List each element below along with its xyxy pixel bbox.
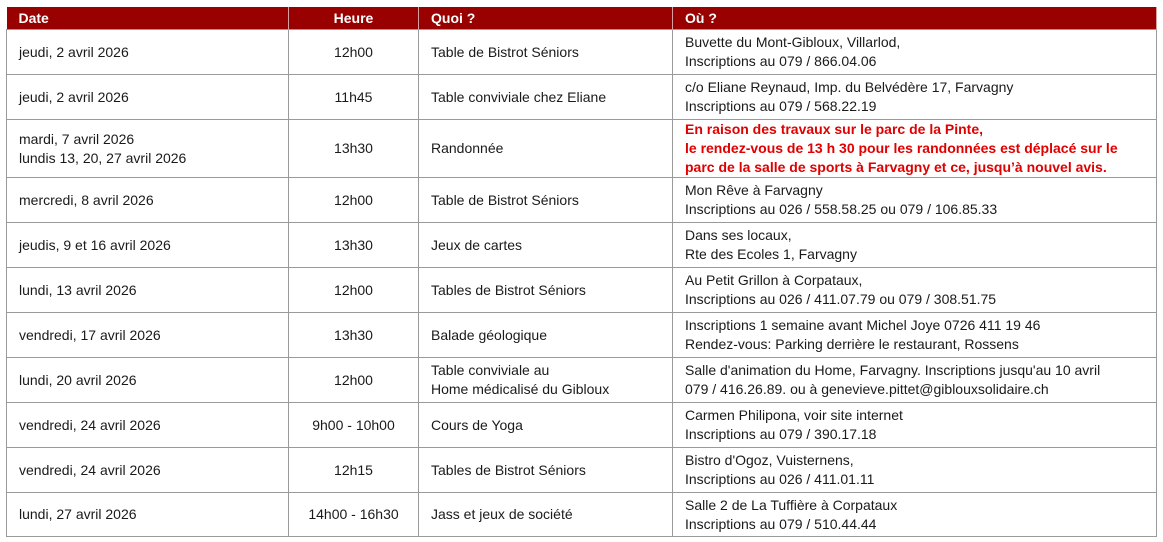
cell-ou xyxy=(673,403,1157,448)
cell-quoi-line: Balade géologique xyxy=(431,326,547,343)
table-row xyxy=(7,223,1157,268)
cell-quoi xyxy=(419,403,673,448)
table-row xyxy=(7,178,1157,223)
cell-ou-line: Salle d'animation du Home, Farvagny. Inscriptions jusqu'au 10 avril xyxy=(685,362,1101,378)
cell-heure xyxy=(289,313,419,358)
cell-ou-line: Bistro d'Ogoz, Vuisternens, xyxy=(685,452,854,468)
cell-quoi-line: Table de Bistrot Séniors xyxy=(431,43,579,60)
cell-heure xyxy=(289,358,419,403)
cell-ou-line: c/o Eliane Reynaud, Imp. du Belvédère 17, Farvagny xyxy=(685,79,1014,95)
table-row xyxy=(7,403,1157,448)
cell-quoi-line: Table conviviale chez Eliane xyxy=(431,88,607,105)
cell-ou-line: Inscriptions au 026 / 411.07.79 ou 079 / 308.51.75 xyxy=(685,291,997,307)
cell-date xyxy=(7,448,289,493)
cell-heure xyxy=(289,448,419,493)
top-edge xyxy=(0,0,1163,7)
cell-ou xyxy=(673,30,1157,75)
cell-quoi xyxy=(419,120,673,178)
cell-ou-line: parc de la salle de sports à Farvagny et ce, jusqu’à nouvel avis. xyxy=(685,159,1107,175)
cell-heure xyxy=(289,120,419,178)
cell-heure xyxy=(289,403,419,448)
cell-quoi xyxy=(419,223,673,268)
cell-date-line: lundi, 27 avril 2026 xyxy=(19,506,137,522)
cell-date xyxy=(7,223,289,268)
cell-ou xyxy=(673,120,1157,178)
header-quoi: Quoi ? xyxy=(419,7,673,30)
cell-quoi-line: Randonnée xyxy=(431,140,504,156)
cell-ou xyxy=(673,313,1157,358)
cell-quoi-line: Tables de Bistrot Séniors xyxy=(431,281,586,298)
cell-heure-text: 13h30 xyxy=(334,236,373,253)
cell-quoi-line: Table conviviale au xyxy=(431,362,550,378)
table-row xyxy=(7,75,1157,120)
cell-date-line: mardi, 7 avril 2026 xyxy=(19,130,135,147)
cell-ou-line: Inscriptions au 079 / 866.04.06 xyxy=(685,53,877,69)
cell-date-line: jeudis, 9 et 16 avril 2026 xyxy=(19,236,171,253)
cell-ou-line: Dans ses locaux, xyxy=(685,227,792,243)
header-date: Date xyxy=(7,7,289,30)
cell-ou-line: Salle 2 de La Tuffière à Corpataux xyxy=(685,496,898,513)
header-ou: Où ? xyxy=(673,7,1157,30)
cell-heure-text: 14h00 - 16h30 xyxy=(308,506,399,522)
cell-quoi xyxy=(419,358,673,403)
cell-heure-text: 13h30 xyxy=(334,326,373,343)
cell-quoi-line: Tables de Bistrot Séniors xyxy=(431,461,586,478)
cell-ou-line: En raison des travaux sur le parc de la Pinte, xyxy=(685,121,984,137)
cell-date-line: jeudi, 2 avril 2026 xyxy=(19,88,129,105)
cell-ou-line: Inscriptions 1 semaine avant Michel Joye 0726 411 19 46 xyxy=(685,317,1041,333)
cell-heure xyxy=(289,223,419,268)
cell-date xyxy=(7,178,289,223)
cell-quoi xyxy=(419,75,673,120)
cell-date xyxy=(7,313,289,358)
cell-quoi xyxy=(419,448,673,493)
cell-heure-text: 12h15 xyxy=(334,461,373,478)
cell-date-line: mercredi, 8 avril 2026 xyxy=(19,191,154,208)
cell-ou-line: Buvette du Mont-Gibloux, Villarlod, xyxy=(685,34,901,50)
cell-heure-text: 9h00 - 10h00 xyxy=(312,416,395,433)
cell-quoi-line: Table de Bistrot Séniors xyxy=(431,191,579,208)
table-row xyxy=(7,493,1157,537)
cell-date xyxy=(7,268,289,313)
cell-ou xyxy=(673,358,1157,403)
cell-date xyxy=(7,358,289,403)
cell-heure xyxy=(289,268,419,313)
cell-date xyxy=(7,120,289,178)
cell-date-line: vendredi, 17 avril 2026 xyxy=(19,326,161,343)
cell-date-line: vendredi, 24 avril 2026 xyxy=(19,461,161,478)
table-row xyxy=(7,448,1157,493)
cell-ou-line: Rte des Ecoles 1, Farvagny xyxy=(685,246,857,262)
cell-date xyxy=(7,493,289,537)
table-body xyxy=(7,30,1157,537)
cell-quoi xyxy=(419,268,673,313)
cell-quoi-line: Home médicalisé du Gibloux xyxy=(431,381,610,397)
cell-quoi xyxy=(419,313,673,358)
cell-ou-line: Inscriptions au 079 / 510.44.44 xyxy=(685,515,877,532)
cell-heure xyxy=(289,30,419,75)
cell-ou-line: Inscriptions au 026 / 411.01.11 xyxy=(685,471,875,487)
cell-heure-text: 12h00 xyxy=(334,191,373,208)
cell-quoi xyxy=(419,178,673,223)
cell-date-line: lundi, 20 avril 2026 xyxy=(19,371,137,388)
cell-date-line: lundi, 13 avril 2026 xyxy=(19,281,137,298)
cell-ou xyxy=(673,448,1157,493)
table-row xyxy=(7,358,1157,403)
cell-ou xyxy=(673,268,1157,313)
cell-date-line: jeudi, 2 avril 2026 xyxy=(19,43,129,60)
cell-ou xyxy=(673,223,1157,268)
cell-date-line: lundis 13, 20, 27 avril 2026 xyxy=(19,149,187,166)
table-row xyxy=(7,313,1157,358)
table-row xyxy=(7,30,1157,75)
cell-ou xyxy=(673,178,1157,223)
events-table xyxy=(6,7,1157,537)
cell-quoi-line: Jass et jeux de société xyxy=(431,506,573,522)
cell-ou-line: Carmen Philipona, voir site internet xyxy=(685,407,903,423)
cell-heure-text: 12h00 xyxy=(334,43,373,60)
cell-ou xyxy=(673,75,1157,120)
cell-heure-text: 13h30 xyxy=(334,140,373,156)
cell-ou-line: Mon Rêve à Farvagny xyxy=(685,182,823,198)
cell-ou-line: Au Petit Grillon à Corpataux, xyxy=(685,272,863,288)
table-row xyxy=(7,120,1157,178)
cell-heure xyxy=(289,178,419,223)
cell-ou-line: 079 / 416.26.89. ou à genevieve.pittet@giblouxsolidaire.ch xyxy=(685,381,1049,397)
cell-date xyxy=(7,75,289,120)
table-header-row xyxy=(7,7,1157,30)
table-row xyxy=(7,268,1157,313)
cell-date xyxy=(7,30,289,75)
cell-heure-text: 11h45 xyxy=(334,88,373,105)
cell-heure-text: 12h00 xyxy=(334,281,373,298)
cell-ou xyxy=(673,493,1157,537)
cell-quoi-line: Cours de Yoga xyxy=(431,416,523,433)
cell-ou-line: le rendez-vous de 13 h 30 pour les randonnées est déplacé sur le xyxy=(685,140,1118,156)
cell-ou-line: Inscriptions au 079 / 568.22.19 xyxy=(685,98,877,114)
cell-date-line: vendredi, 24 avril 2026 xyxy=(19,416,161,433)
cell-ou-line: Inscriptions au 026 / 558.58.25 ou 079 / 106.85.33 xyxy=(685,201,998,217)
cell-heure xyxy=(289,75,419,120)
cell-date xyxy=(7,403,289,448)
cell-quoi xyxy=(419,493,673,537)
cell-heure xyxy=(289,493,419,537)
cell-heure-text: 12h00 xyxy=(334,371,373,388)
cell-ou-line: Rendez-vous: Parking derrière le restaurant, Rossens xyxy=(685,336,1019,352)
header-heure: Heure xyxy=(289,7,419,30)
cell-quoi xyxy=(419,30,673,75)
cell-ou-line: Inscriptions au 079 / 390.17.18 xyxy=(685,426,877,442)
cell-quoi-line: Jeux de cartes xyxy=(431,236,523,253)
